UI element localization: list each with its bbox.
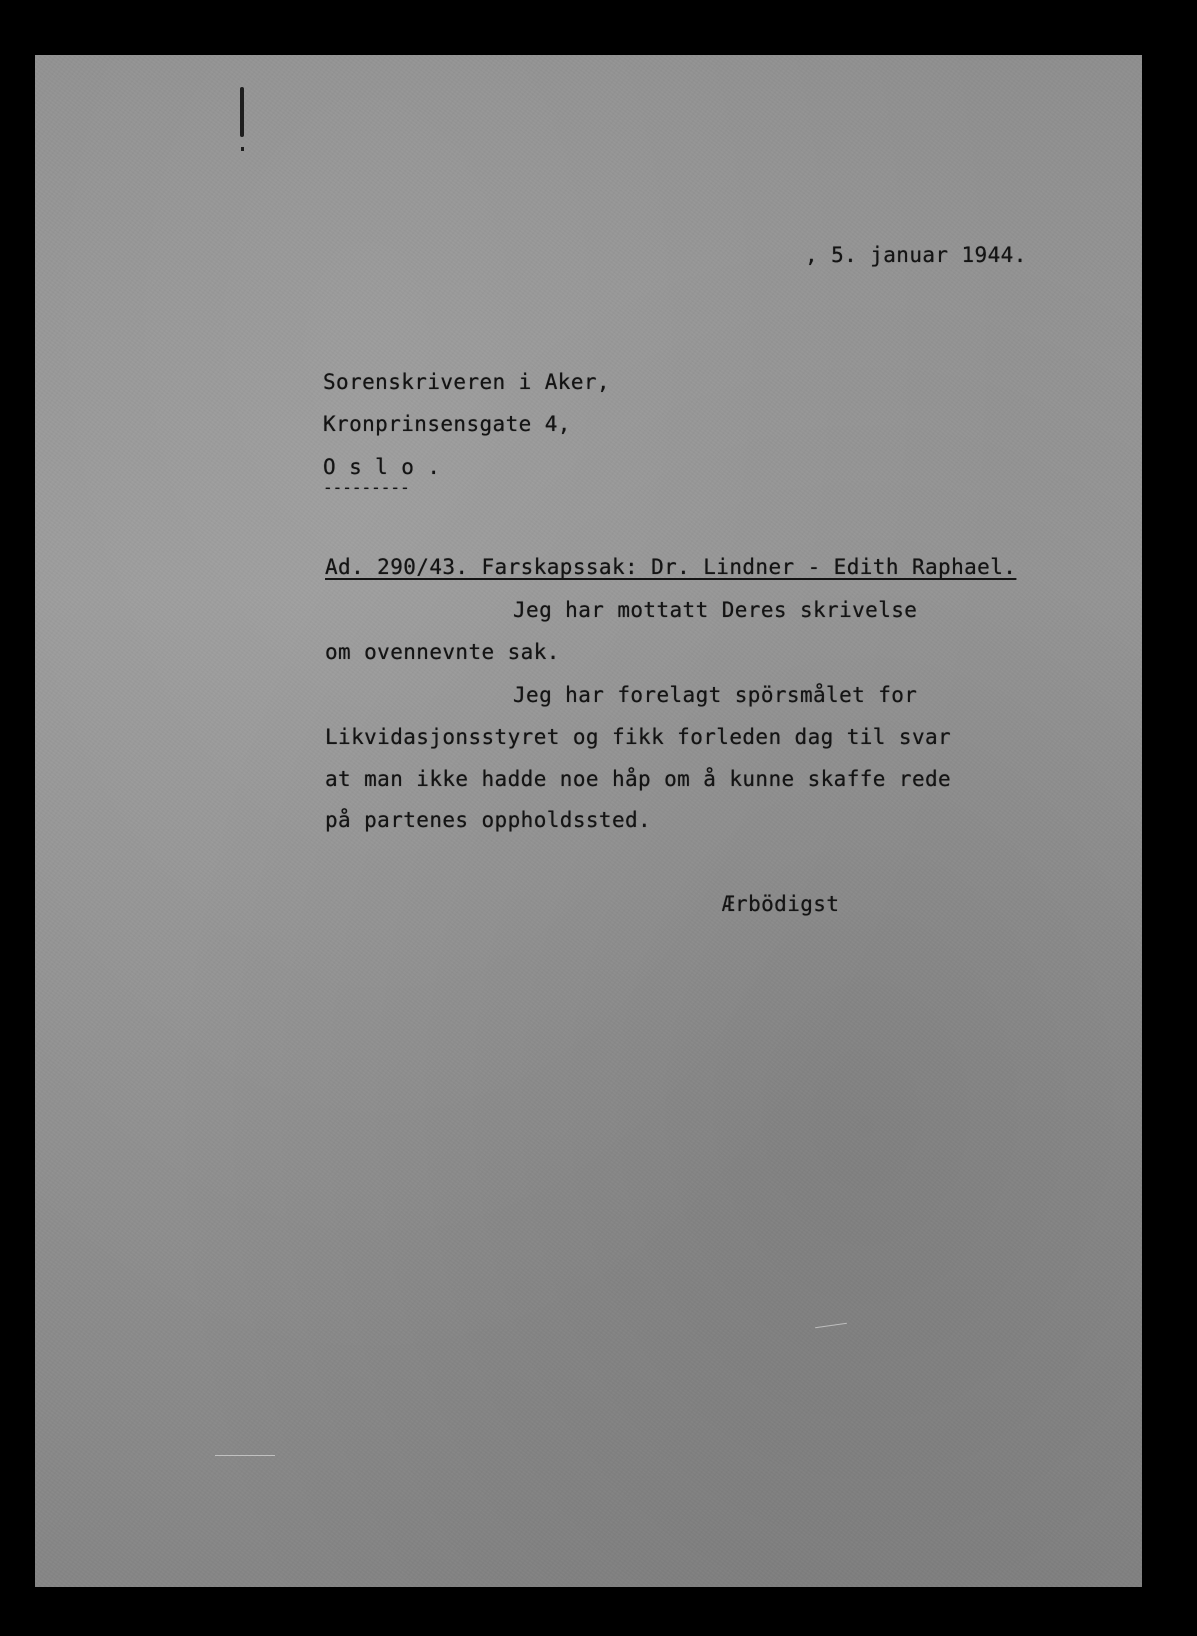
body-line-1: Jeg har mottatt Deres skrivelse — [513, 598, 918, 622]
closing-salutation: Ærbödigst — [722, 892, 840, 916]
body-line-2: om ovennevnte sak. — [325, 640, 560, 664]
subject-line: Ad. 290/43. Farskapssak: Dr. Lindner - Edith Raphael. — [325, 555, 1017, 579]
recipient-street: Kronprinsensgate 4, — [323, 412, 571, 436]
letter-date: , 5. januar 1944. — [805, 243, 1027, 267]
ink-mark — [240, 87, 244, 137]
document-page — [35, 55, 1142, 1587]
body-line-6: på partenes oppholdssted. — [325, 808, 652, 832]
body-line-5: at man ikke hadde noe håp om å kunne skaffe rede — [325, 767, 952, 791]
body-line-4: Likvidasjonsstyret og fikk forleden dag til svar — [325, 725, 952, 749]
body-line-3: Jeg har forelagt spörsmålet for — [513, 683, 918, 707]
scratch-mark — [215, 1455, 275, 1456]
ink-dot — [241, 147, 244, 151]
recipient-city: O s l o . — [323, 455, 441, 479]
recipient-rule: --------- — [323, 478, 410, 497]
recipient-name: Sorenskriveren i Aker, — [323, 370, 610, 394]
